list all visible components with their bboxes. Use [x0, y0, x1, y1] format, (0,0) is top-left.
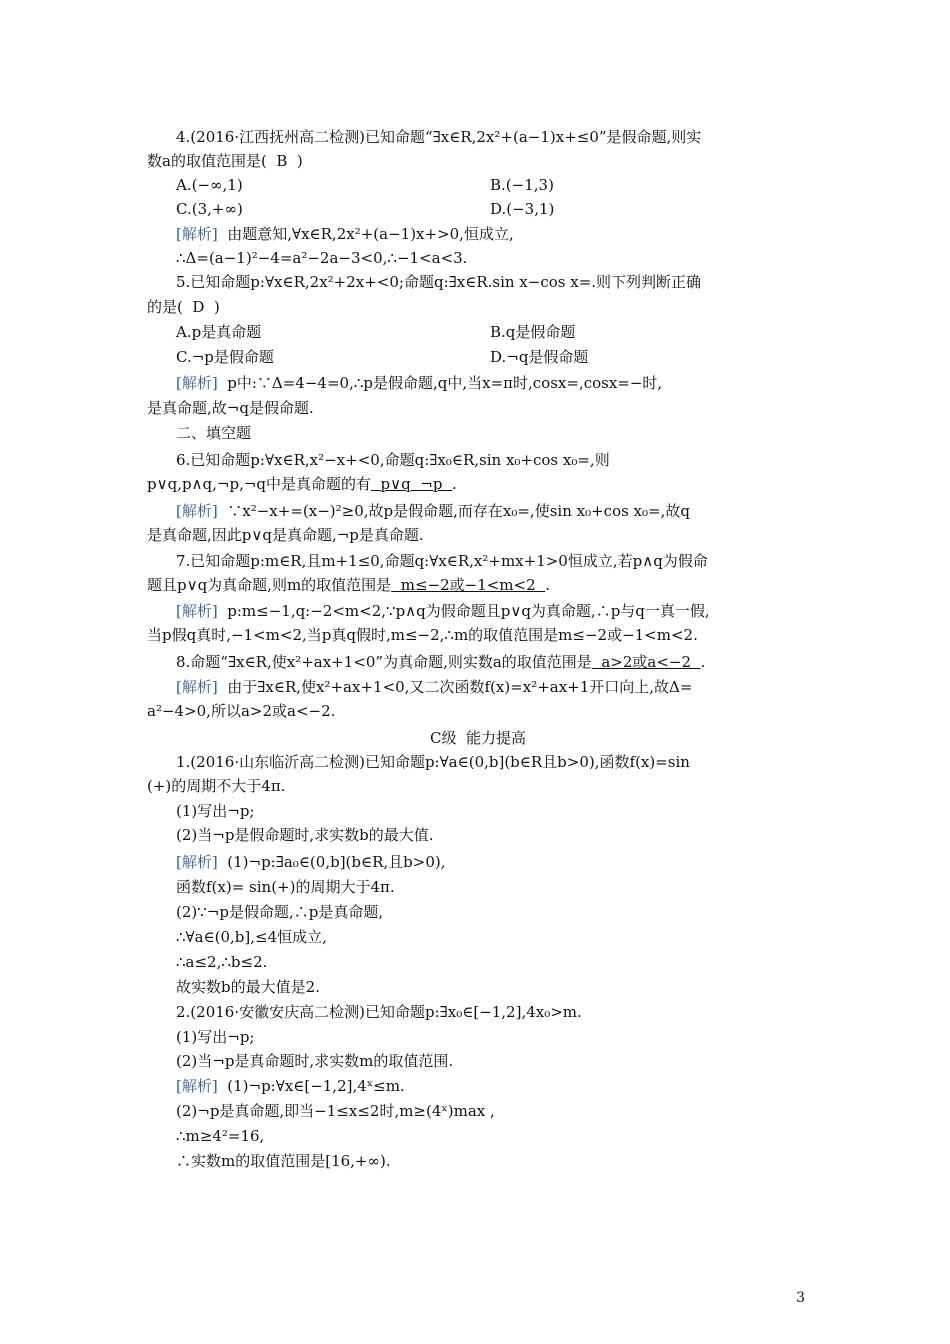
- line-end: .: [700, 653, 706, 671]
- page-number: 3: [796, 1290, 805, 1306]
- line-text: 是真命题,因此p∨q是真命题,¬p是真命题.: [147, 526, 424, 544]
- text-line-q5s2: [147, 397, 809, 421]
- line-text: 2.(2016·安徽安庆高二检测)已知命题p:∃x₀∈[−1,2],4x₀>m.: [176, 1003, 582, 1021]
- answer-blank: m≤−2或−1<m<2: [391, 576, 546, 594]
- line-text: (1)¬p:∃a₀∈(0,b](b∈R,且b>0),: [217, 853, 446, 871]
- line-end: .: [545, 576, 550, 594]
- text-line-q6s1: [176, 500, 809, 524]
- line-text: ∵x²−x+=(x−)²≥0,故p是假命题,而存在x₀=,使sin x₀+cos x₀=,故q: [217, 502, 690, 520]
- line-text: 二、填空题: [176, 424, 252, 442]
- line-text: 是真命题,故¬q是假命题.: [147, 399, 314, 417]
- text-line-q7s2: [147, 624, 809, 648]
- line-text: ∴a≤2,∴b≤2.: [176, 953, 268, 971]
- text-line-c1d: [176, 824, 809, 848]
- line-text: ∴∀a∈(0,b],≤4恒成立,: [176, 928, 327, 946]
- line-text: 4.(2016·江西抚州高二检测)已知命题“∃x∈R,2x²+(a−1)x+≤0”是假命题,则实: [176, 128, 702, 146]
- section-heading: [147, 727, 809, 751]
- text-line-q7b: [147, 574, 809, 598]
- line-text: 8.命题“∃x∈R,使x²+ax+1<0”为真命题,则实数a的取值范围是: [176, 653, 592, 671]
- text-line-c2b: [176, 1026, 809, 1050]
- text-line-q7s1: [176, 600, 809, 624]
- line-text: ∴实数m的取值范围是[16,+∞).: [176, 1152, 391, 1170]
- text-line-c2s2: [176, 1100, 809, 1124]
- text-line-sec2: [176, 422, 809, 446]
- line-text: 6.已知命题p:∀x∈R,x²−x+<0,命题q:∃x₀∈R,sin x₀+cos x₀=,则: [176, 451, 610, 469]
- option-q5CD-left: C.¬p是假命题: [176, 348, 274, 366]
- text-line-c2c: [176, 1050, 809, 1074]
- line-text: p∨q,p∧q,¬p,¬q中是真命题的有: [147, 475, 372, 493]
- text-line-q4s1: [176, 223, 809, 247]
- line-text: 由题意知,∀x∈R,2x²+(a−1)x+>0,恒成立,: [217, 225, 514, 243]
- text-line-q7a: [176, 550, 809, 574]
- text-line-c1s1: [176, 851, 809, 875]
- line-text: (2)当¬p是真命题时,求实数m的取值范围.: [176, 1052, 454, 1070]
- answer-blank: a>2或a<−2: [591, 653, 701, 671]
- text-line-c1s4: [176, 926, 809, 950]
- line-text: 故实数b的最大值是2.: [176, 978, 320, 996]
- option-q5AB-left: A.p是真命题: [176, 323, 262, 341]
- text-line-q8s2: [147, 700, 809, 724]
- text-line-q4b: [147, 150, 809, 174]
- analysis-tag: [解析]: [176, 374, 218, 392]
- text-line-c1a: [176, 751, 809, 775]
- text-line-q6a: [176, 449, 809, 473]
- text-line-q5s1: [176, 372, 809, 396]
- text-line-q5a: [176, 271, 809, 295]
- line-text: (1)¬p:∀x∈[−1,2],4ˣ≤m.: [217, 1077, 405, 1095]
- line-text: (2)¬p是真命题,即当−1≤x≤2时,m≥(4ˣ)max ,: [176, 1102, 495, 1120]
- text-line-q5b: [147, 296, 809, 320]
- line-text: 1.(2016·山东临沂高二检测)已知命题p:∀a∈(0,b](b∈R且b>0),函数f(x)=sin: [176, 753, 690, 771]
- text-line-c2s3: [176, 1125, 809, 1149]
- line-text: 5.已知命题p:∀x∈R,2x²+2x+<0;命题q:∃x∈R.sin x−cos x=.则下列判断正确: [176, 273, 702, 291]
- analysis-tag: [解析]: [176, 853, 218, 871]
- text-line-c1c: [176, 800, 809, 824]
- analysis-tag: [解析]: [176, 225, 218, 243]
- text-line-c1s2: [176, 876, 809, 900]
- line-text: 函数f(x)= sin(+)的周期大于4π.: [176, 878, 395, 896]
- line-text: (2)∵¬p是假命题,∴p是真命题,: [176, 903, 384, 921]
- option-q4CD-right: D.(−3,1): [490, 200, 555, 218]
- text-line-c1b: [147, 775, 809, 799]
- text-line-q6b: [147, 473, 809, 497]
- line-text: 题且p∨q为真命题,则m的取值范围是: [147, 576, 392, 594]
- text-line-q4a: [176, 126, 809, 150]
- analysis-tag: [解析]: [176, 602, 218, 620]
- text-line-c1s6: [176, 976, 809, 1000]
- line-text: ∴m≥4²=16,: [176, 1127, 265, 1145]
- analysis-tag: [解析]: [176, 502, 218, 520]
- line-text: 7.已知命题p:m∈R,且m+1≤0,命题q:∀x∈R,x²+mx+1>0恒成立,若p∧q为假命: [176, 552, 708, 570]
- line-text: ∴Δ=(a−1)²−4=a²−2a−3<0,∴−1<a<3.: [176, 249, 468, 267]
- text-line-c2s1: [176, 1075, 809, 1099]
- option-q5CD-right: D.¬q是假命题: [490, 348, 589, 366]
- option-q4AB-left: A.(−∞,1): [176, 176, 243, 194]
- analysis-tag: [解析]: [176, 678, 218, 696]
- line-text: 数a的取值范围是( B ): [147, 152, 303, 170]
- line-text: 当p假q真时,−1<m<2,当p真q假时,m≤−2,∴m的取值范围是m≤−2或−1<m<2.: [147, 626, 698, 644]
- line-text: p中:∵Δ=4−4=0,∴p是假命题,q中,当x=π时,cosx=,cosx=−时,: [217, 374, 663, 392]
- text-line-q4s2: [176, 247, 809, 271]
- line-text: a²−4>0,所以a>2或a<−2.: [147, 702, 336, 720]
- line-text: (1)写出¬p;: [176, 1028, 255, 1046]
- option-q4AB-right: B.(−1,3): [490, 176, 554, 194]
- text-line-q8a: [176, 651, 809, 675]
- line-text: p:m≤−1,q:−2<m<2,∵p∧q为假命题且p∨q为真命题,∴p与q一真一假,: [217, 602, 710, 620]
- text-line-q6s2: [147, 524, 809, 548]
- line-text: (2)当¬p是假命题时,求实数b的最大值.: [176, 826, 434, 844]
- text-line-q8s1: [176, 676, 809, 700]
- line-text: (+)的周期不大于4π.: [147, 777, 286, 795]
- option-q5AB-right: B.q是假命题: [490, 323, 576, 341]
- answer-blank: p∨q ¬p: [371, 475, 452, 493]
- analysis-tag: [解析]: [176, 1077, 218, 1095]
- line-end: .: [451, 475, 457, 493]
- text-line-c2s4: [176, 1150, 809, 1174]
- text-line-c1s3: [176, 901, 809, 925]
- text-line-c1s5: [176, 951, 809, 975]
- option-q4CD-left: C.(3,+∞): [176, 200, 243, 218]
- line-text: (1)写出¬p;: [176, 802, 255, 820]
- line-text: 由于∃x∈R,使x²+ax+1<0,又二次函数f(x)=x²+ax+1开口向上,故Δ=: [217, 678, 693, 696]
- line-text: 的是( D ): [147, 298, 220, 316]
- line-text: C级 能力提高: [429, 729, 526, 747]
- text-line-c2a: [176, 1001, 809, 1025]
